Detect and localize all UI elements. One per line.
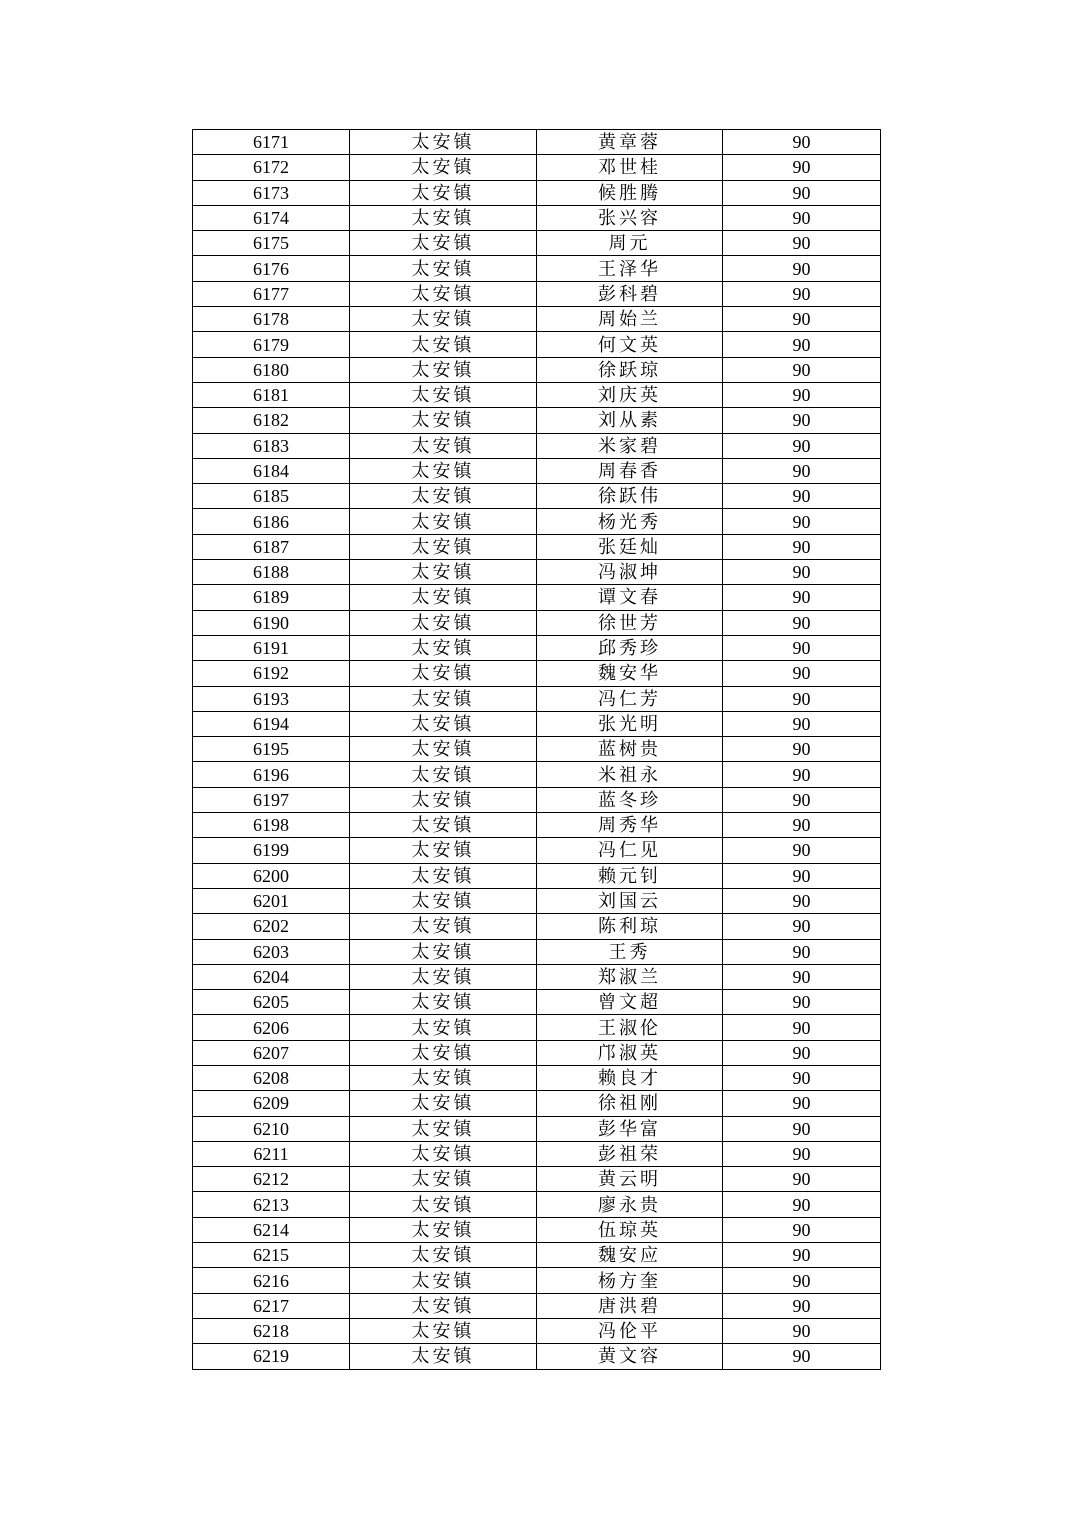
town-cell: 太安镇 xyxy=(350,180,537,205)
score-cell: 90 xyxy=(723,888,881,913)
score-cell: 90 xyxy=(723,509,881,534)
table-row xyxy=(193,1243,881,1268)
town-cell: 太安镇 xyxy=(350,711,537,736)
score-cell: 90 xyxy=(723,382,881,407)
table-row xyxy=(193,863,881,888)
table-row xyxy=(193,914,881,939)
person-name-cell: 张廷灿 xyxy=(537,534,723,559)
town-cell: 太安镇 xyxy=(350,1293,537,1318)
town-cell: 太安镇 xyxy=(350,939,537,964)
town-cell: 太安镇 xyxy=(350,1065,537,1090)
person-name-cell: 彭华富 xyxy=(537,1116,723,1141)
town-cell: 太安镇 xyxy=(350,762,537,787)
serial-number-cell: 6204 xyxy=(193,964,350,989)
table-row xyxy=(193,964,881,989)
person-name-cell: 黄章蓉 xyxy=(537,130,723,155)
serial-number-cell: 6199 xyxy=(193,838,350,863)
score-cell: 90 xyxy=(723,939,881,964)
score-cell: 90 xyxy=(723,863,881,888)
table-row xyxy=(193,1318,881,1343)
score-cell: 90 xyxy=(723,787,881,812)
score-cell: 90 xyxy=(723,357,881,382)
score-cell: 90 xyxy=(723,1318,881,1343)
serial-number-cell: 6192 xyxy=(193,661,350,686)
town-cell: 太安镇 xyxy=(350,281,537,306)
serial-number-cell: 6179 xyxy=(193,332,350,357)
town-cell: 太安镇 xyxy=(350,990,537,1015)
person-name-cell: 蓝冬珍 xyxy=(537,787,723,812)
town-cell: 太安镇 xyxy=(350,863,537,888)
table-row xyxy=(193,585,881,610)
serial-number-cell: 6197 xyxy=(193,787,350,812)
table-row xyxy=(193,888,881,913)
person-name-cell: 刘从素 xyxy=(537,408,723,433)
serial-number-cell: 6188 xyxy=(193,560,350,585)
person-name-cell: 彭祖荣 xyxy=(537,1141,723,1166)
serial-number-cell: 6215 xyxy=(193,1243,350,1268)
serial-number-cell: 6178 xyxy=(193,307,350,332)
town-cell: 太安镇 xyxy=(350,534,537,559)
town-cell: 太安镇 xyxy=(350,1243,537,1268)
town-cell: 太安镇 xyxy=(350,408,537,433)
table-row xyxy=(193,130,881,155)
person-name-cell: 魏安应 xyxy=(537,1243,723,1268)
person-name-cell: 谭文春 xyxy=(537,585,723,610)
table-row xyxy=(193,534,881,559)
score-cell: 90 xyxy=(723,458,881,483)
table-row xyxy=(193,560,881,585)
serial-number-cell: 6191 xyxy=(193,635,350,660)
person-name-cell: 周春香 xyxy=(537,458,723,483)
town-cell: 太安镇 xyxy=(350,332,537,357)
score-cell: 90 xyxy=(723,332,881,357)
person-name-cell: 赖元钊 xyxy=(537,863,723,888)
score-cell: 90 xyxy=(723,990,881,1015)
town-cell: 太安镇 xyxy=(350,458,537,483)
town-cell: 太安镇 xyxy=(350,155,537,180)
table-row xyxy=(193,610,881,635)
serial-number-cell: 6177 xyxy=(193,281,350,306)
person-name-cell: 米祖永 xyxy=(537,762,723,787)
table-row xyxy=(193,1141,881,1166)
score-cell: 90 xyxy=(723,762,881,787)
table-row xyxy=(193,1293,881,1318)
serial-number-cell: 6213 xyxy=(193,1192,350,1217)
person-name-cell: 彭科碧 xyxy=(537,281,723,306)
table-row xyxy=(193,686,881,711)
serial-number-cell: 6206 xyxy=(193,1015,350,1040)
score-cell: 90 xyxy=(723,1167,881,1192)
person-name-cell: 冯仁芳 xyxy=(537,686,723,711)
score-cell: 90 xyxy=(723,964,881,989)
table-row xyxy=(193,433,881,458)
person-name-cell: 王泽华 xyxy=(537,256,723,281)
table-row xyxy=(193,408,881,433)
town-cell: 太安镇 xyxy=(350,964,537,989)
score-cell: 90 xyxy=(723,1091,881,1116)
person-name-cell: 刘国云 xyxy=(537,888,723,913)
score-cell: 90 xyxy=(723,534,881,559)
person-name-cell: 郑淑兰 xyxy=(537,964,723,989)
score-cell: 90 xyxy=(723,281,881,306)
serial-number-cell: 6186 xyxy=(193,509,350,534)
serial-number-cell: 6183 xyxy=(193,433,350,458)
score-cell: 90 xyxy=(723,408,881,433)
town-cell: 太安镇 xyxy=(350,610,537,635)
serial-number-cell: 6181 xyxy=(193,382,350,407)
town-cell: 太安镇 xyxy=(350,256,537,281)
town-cell: 太安镇 xyxy=(350,484,537,509)
person-name-cell: 杨光秀 xyxy=(537,509,723,534)
person-name-cell: 邝淑英 xyxy=(537,1040,723,1065)
person-name-cell: 张光明 xyxy=(537,711,723,736)
score-cell: 90 xyxy=(723,1293,881,1318)
table-row xyxy=(193,1015,881,1040)
score-cell: 90 xyxy=(723,585,881,610)
table-row xyxy=(193,635,881,660)
serial-number-cell: 6210 xyxy=(193,1116,350,1141)
score-cell: 90 xyxy=(723,711,881,736)
serial-number-cell: 6217 xyxy=(193,1293,350,1318)
person-name-cell: 赖良才 xyxy=(537,1065,723,1090)
person-name-cell: 唐洪碧 xyxy=(537,1293,723,1318)
town-cell: 太安镇 xyxy=(350,787,537,812)
serial-number-cell: 6193 xyxy=(193,686,350,711)
score-cell: 90 xyxy=(723,914,881,939)
person-name-cell: 候胜腾 xyxy=(537,180,723,205)
table-row xyxy=(193,1091,881,1116)
serial-number-cell: 6180 xyxy=(193,357,350,382)
town-cell: 太安镇 xyxy=(350,307,537,332)
score-cell: 90 xyxy=(723,484,881,509)
score-cell: 90 xyxy=(723,1116,881,1141)
serial-number-cell: 6185 xyxy=(193,484,350,509)
town-cell: 太安镇 xyxy=(350,433,537,458)
score-cell: 90 xyxy=(723,205,881,230)
score-cell: 90 xyxy=(723,130,881,155)
serial-number-cell: 6196 xyxy=(193,762,350,787)
person-name-cell: 周秀华 xyxy=(537,813,723,838)
town-cell: 太安镇 xyxy=(350,1141,537,1166)
serial-number-cell: 6182 xyxy=(193,408,350,433)
town-cell: 太安镇 xyxy=(350,914,537,939)
table-row xyxy=(193,281,881,306)
table-row xyxy=(193,762,881,787)
serial-number-cell: 6174 xyxy=(193,205,350,230)
table-row xyxy=(193,1268,881,1293)
score-cell: 90 xyxy=(723,1141,881,1166)
person-name-cell: 张兴容 xyxy=(537,205,723,230)
score-cell: 90 xyxy=(723,256,881,281)
roster-table-body xyxy=(193,130,881,1370)
score-cell: 90 xyxy=(723,737,881,762)
person-name-cell: 伍琼英 xyxy=(537,1217,723,1242)
town-cell: 太安镇 xyxy=(350,382,537,407)
town-cell: 太安镇 xyxy=(350,1318,537,1343)
table-row xyxy=(193,1192,881,1217)
score-cell: 90 xyxy=(723,838,881,863)
town-cell: 太安镇 xyxy=(350,205,537,230)
score-cell: 90 xyxy=(723,1065,881,1090)
score-cell: 90 xyxy=(723,560,881,585)
score-cell: 90 xyxy=(723,1217,881,1242)
town-cell: 太安镇 xyxy=(350,1040,537,1065)
serial-number-cell: 6201 xyxy=(193,888,350,913)
score-cell: 90 xyxy=(723,1268,881,1293)
town-cell: 太安镇 xyxy=(350,585,537,610)
person-name-cell: 徐祖刚 xyxy=(537,1091,723,1116)
person-name-cell: 刘庆英 xyxy=(537,382,723,407)
score-cell: 90 xyxy=(723,433,881,458)
table-row xyxy=(193,838,881,863)
serial-number-cell: 6202 xyxy=(193,914,350,939)
table-row xyxy=(193,509,881,534)
table-row xyxy=(193,661,881,686)
town-cell: 太安镇 xyxy=(350,661,537,686)
serial-number-cell: 6209 xyxy=(193,1091,350,1116)
person-name-cell: 冯淑坤 xyxy=(537,560,723,585)
table-row xyxy=(193,1116,881,1141)
score-cell: 90 xyxy=(723,1243,881,1268)
score-cell: 90 xyxy=(723,686,881,711)
serial-number-cell: 6198 xyxy=(193,813,350,838)
person-name-cell: 冯伦平 xyxy=(537,1318,723,1343)
score-cell: 90 xyxy=(723,1015,881,1040)
person-name-cell: 何文英 xyxy=(537,332,723,357)
serial-number-cell: 6214 xyxy=(193,1217,350,1242)
serial-number-cell: 6203 xyxy=(193,939,350,964)
town-cell: 太安镇 xyxy=(350,635,537,660)
town-cell: 太安镇 xyxy=(350,1344,537,1369)
town-cell: 太安镇 xyxy=(350,888,537,913)
table-row xyxy=(193,256,881,281)
person-name-cell: 蓝树贵 xyxy=(537,737,723,762)
table-row xyxy=(193,307,881,332)
table-row xyxy=(193,1167,881,1192)
score-cell: 90 xyxy=(723,635,881,660)
table-row xyxy=(193,382,881,407)
table-row xyxy=(193,939,881,964)
town-cell: 太安镇 xyxy=(350,686,537,711)
serial-number-cell: 6176 xyxy=(193,256,350,281)
person-name-cell: 徐跃琼 xyxy=(537,357,723,382)
score-cell: 90 xyxy=(723,180,881,205)
town-cell: 太安镇 xyxy=(350,560,537,585)
town-cell: 太安镇 xyxy=(350,509,537,534)
serial-number-cell: 6195 xyxy=(193,737,350,762)
town-cell: 太安镇 xyxy=(350,1167,537,1192)
serial-number-cell: 6194 xyxy=(193,711,350,736)
serial-number-cell: 6184 xyxy=(193,458,350,483)
table-row xyxy=(193,990,881,1015)
person-name-cell: 陈利琼 xyxy=(537,914,723,939)
town-cell: 太安镇 xyxy=(350,1091,537,1116)
town-cell: 太安镇 xyxy=(350,1192,537,1217)
person-name-cell: 黄云明 xyxy=(537,1167,723,1192)
table-row xyxy=(193,787,881,812)
table-row xyxy=(193,357,881,382)
table-row xyxy=(193,458,881,483)
serial-number-cell: 6205 xyxy=(193,990,350,1015)
table-row xyxy=(193,180,881,205)
score-cell: 90 xyxy=(723,155,881,180)
town-cell: 太安镇 xyxy=(350,231,537,256)
person-name-cell: 周元 xyxy=(537,231,723,256)
town-cell: 太安镇 xyxy=(350,130,537,155)
table-row xyxy=(193,711,881,736)
table-row xyxy=(193,332,881,357)
table-row xyxy=(193,1040,881,1065)
person-name-cell: 米家碧 xyxy=(537,433,723,458)
score-cell: 90 xyxy=(723,1344,881,1369)
serial-number-cell: 6216 xyxy=(193,1268,350,1293)
serial-number-cell: 6208 xyxy=(193,1065,350,1090)
score-cell: 90 xyxy=(723,813,881,838)
serial-number-cell: 6211 xyxy=(193,1141,350,1166)
person-name-cell: 黄文容 xyxy=(537,1344,723,1369)
town-cell: 太安镇 xyxy=(350,357,537,382)
town-cell: 太安镇 xyxy=(350,1268,537,1293)
serial-number-cell: 6175 xyxy=(193,231,350,256)
score-cell: 90 xyxy=(723,610,881,635)
serial-number-cell: 6172 xyxy=(193,155,350,180)
score-cell: 90 xyxy=(723,1192,881,1217)
serial-number-cell: 6189 xyxy=(193,585,350,610)
serial-number-cell: 6207 xyxy=(193,1040,350,1065)
score-cell: 90 xyxy=(723,1040,881,1065)
table-row xyxy=(193,813,881,838)
serial-number-cell: 6212 xyxy=(193,1167,350,1192)
serial-number-cell: 6200 xyxy=(193,863,350,888)
table-row xyxy=(193,1065,881,1090)
person-name-cell: 冯仁见 xyxy=(537,838,723,863)
score-cell: 90 xyxy=(723,231,881,256)
person-name-cell: 邱秀珍 xyxy=(537,635,723,660)
serial-number-cell: 6187 xyxy=(193,534,350,559)
person-name-cell: 邓世桂 xyxy=(537,155,723,180)
person-name-cell: 周始兰 xyxy=(537,307,723,332)
town-cell: 太安镇 xyxy=(350,1116,537,1141)
table-row xyxy=(193,1344,881,1369)
table-row xyxy=(193,231,881,256)
person-name-cell: 杨方奎 xyxy=(537,1268,723,1293)
person-name-cell: 徐世芳 xyxy=(537,610,723,635)
serial-number-cell: 6190 xyxy=(193,610,350,635)
town-cell: 太安镇 xyxy=(350,813,537,838)
town-cell: 太安镇 xyxy=(350,1015,537,1040)
roster-table xyxy=(192,129,881,1370)
person-name-cell: 曾文超 xyxy=(537,990,723,1015)
serial-number-cell: 6218 xyxy=(193,1318,350,1343)
town-cell: 太安镇 xyxy=(350,1217,537,1242)
person-name-cell: 徐跃伟 xyxy=(537,484,723,509)
serial-number-cell: 6219 xyxy=(193,1344,350,1369)
table-row xyxy=(193,737,881,762)
town-cell: 太安镇 xyxy=(350,838,537,863)
table-row xyxy=(193,155,881,180)
score-cell: 90 xyxy=(723,661,881,686)
town-cell: 太安镇 xyxy=(350,737,537,762)
person-name-cell: 魏安华 xyxy=(537,661,723,686)
table-row xyxy=(193,1217,881,1242)
serial-number-cell: 6171 xyxy=(193,130,350,155)
table-row xyxy=(193,484,881,509)
score-cell: 90 xyxy=(723,307,881,332)
table-row xyxy=(193,205,881,230)
person-name-cell: 廖永贵 xyxy=(537,1192,723,1217)
person-name-cell: 王淑伦 xyxy=(537,1015,723,1040)
serial-number-cell: 6173 xyxy=(193,180,350,205)
person-name-cell: 王秀 xyxy=(537,939,723,964)
